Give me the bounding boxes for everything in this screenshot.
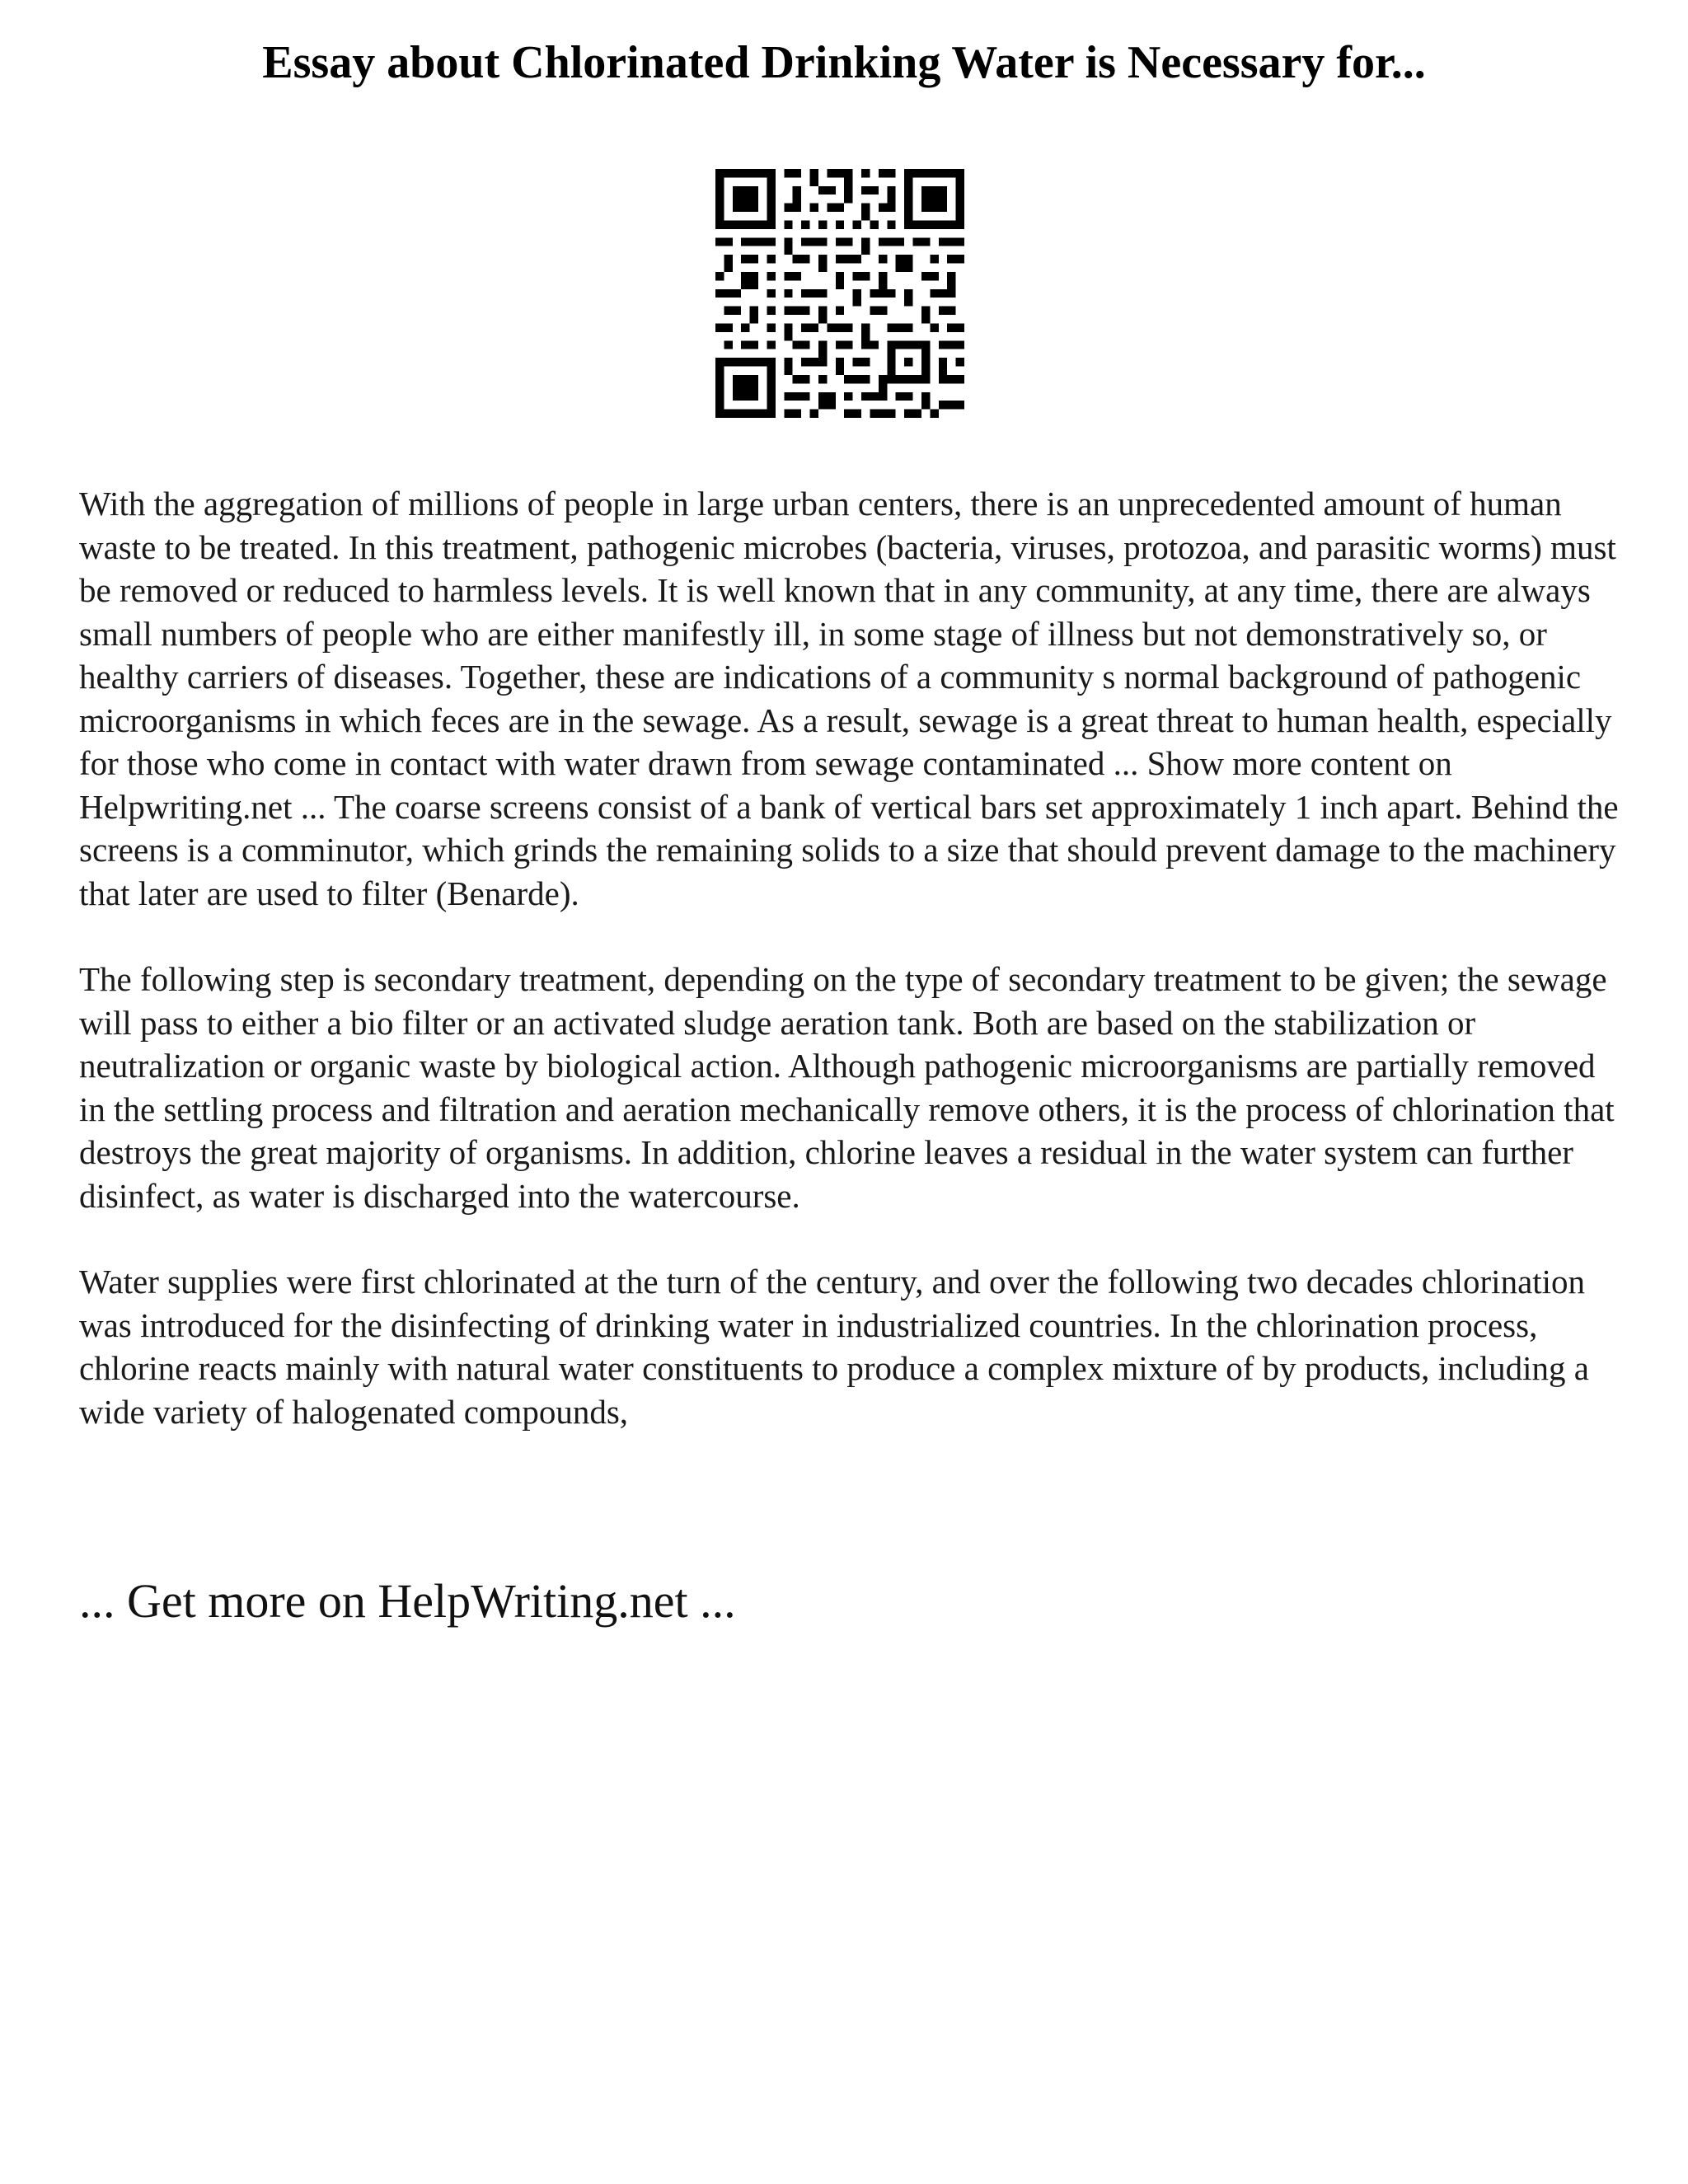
paragraph-3: Water supplies were first chlorinated at the turn of the century, and over the following two decades chlorination was introduced for the disinfecting of drinking water in industrialized countries. In the chlorination process, chlorine reacts mainly with natural water constituents to produce a complex mixture of by products, including a wide variety of halogenated compounds, — [79, 1263, 1589, 1431]
get-more-link[interactable]: ... Get more on HelpWriting.net ... — [79, 1574, 736, 1628]
paragraph-1 — [79, 482, 1620, 915]
paragraph-1-continuation: The coarse screens consist of a bank of vertical bars set approximately 1 inch apart. Behind the screens is a comminutor, which grinds the remaining solids to a size that should prevent damage to the machinery that later are used to filter (Benarde). — [79, 787, 1619, 912]
paragraph-2: The following step is secondary treatment, depending on the type of secondary treatment to be given; the sewage will pass to either a bio filter or an activated sludge aeration tank. Both are based on the stabilization or neutralization or organic waste by biological action. Although pathogenic microorganisms are partially removed in the settling process and filtration and aeration mechanically remove others, it is the process of chlorination that destroys the great majority of organisms. In addition, chlorine leaves a residual in the water system can further disinfect, as water is discharged into the watercourse. — [79, 960, 1615, 1215]
essay-body — [79, 482, 1620, 1433]
page-title: Essay about Chlorinated Drinking Water is Necessary for... — [262, 37, 1426, 88]
qr-code-icon — [715, 169, 964, 418]
paragraph-1-text: With the aggregation of millions of people in large urban centers, there is an unprecedented amount of human waste to be treated. In this treatment, pathogenic microbes (bacteria, viruses, protozoa, and parasitic worms) must be removed or reduced to harmless levels. It is well known that in any community, at any time, there are always small numbers of people who are either manifestly ill, in some stage of illness but not demonstratively so, or healthy carriers of diseases. Together, these are indications of a community s normal background of pathogenic microorganisms in which feces are in the sewage. As a result, sewage is a great threat to human health, especially for those who come in contact with water drawn from sewage contaminated — [79, 485, 1616, 782]
show-more-link[interactable]: ... Show more content on Helpwriting.net ... — [79, 744, 1452, 826]
